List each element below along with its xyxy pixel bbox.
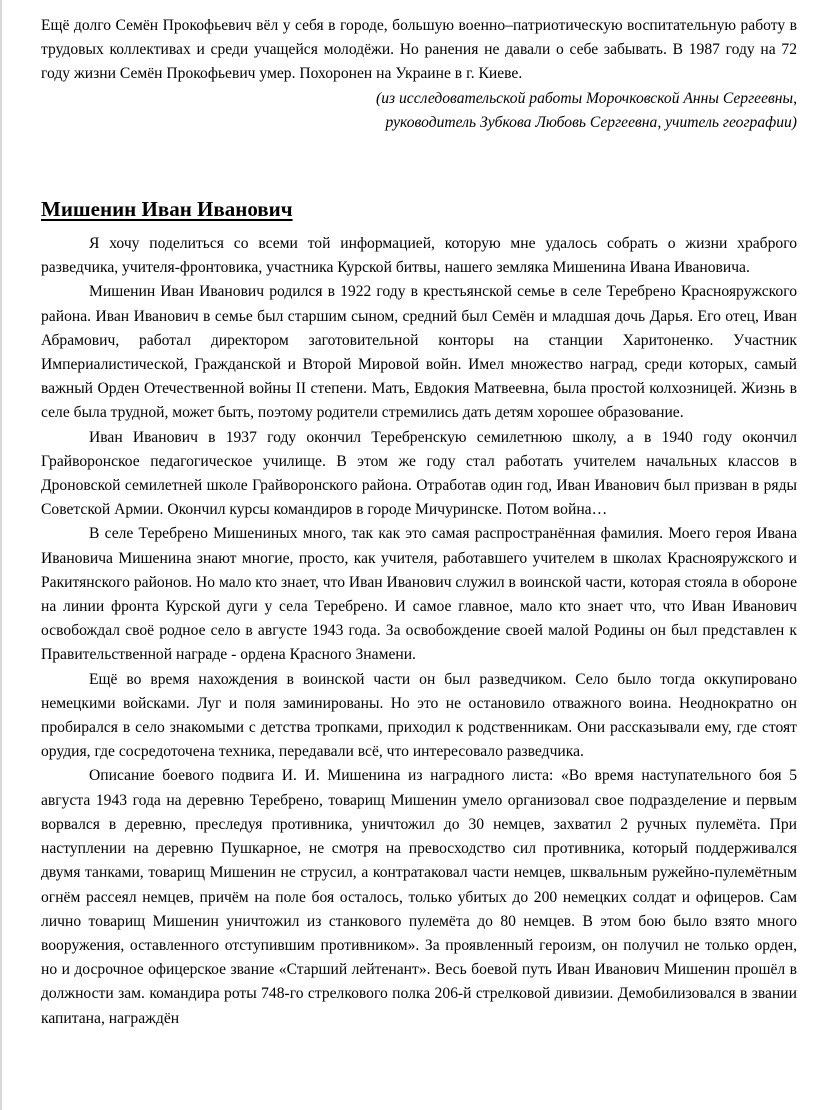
citation-line-1: (из исследовательской работы Морочковской Анны Сергеевны, [376,89,797,107]
body-paragraph: В селе Теребрено Мишениных много, так как это самая распространённая фамилия. Моего героя Ивана Ивановича Мишенина знают многие, просто, как учителя, работавшего учителем в школах Краснояружского и Ракитянского районов. Но мало кто знает, что Иван Иванович служил в воинской части, которая стояла в обороне на линии фронта Курской дуги у села Теребрено. И самое главное, мало кто знает что, что Иван Иванович освобождал своё родное село в августе 1943 года. За освобождение своей малой Родины он был представлен к Правительственной награде - ордена Красного Знамени. [41,525,797,664]
body-paragraph: Я хочу поделиться со всеми той информацией, которую мне удалось собрать о жизни храброго разведчика, учителя-фронтовика, участника Курской битвы, нашего земляка Мишенина Ивана Ивановича. [41,235,797,277]
section-title: Мишенин Иван Иванович [41,197,293,222]
body-paragraph: Мишенин Иван Иванович родился в 1922 году в крестьянской семье в селе Теребрено Краснояружского района. Иван Иванович в семье был старшим сыном, средний был Семён и младшая дочь Дарья. Его отец, Иван Абрамович, работал директором заготовительной конторы на станции Харитоненко. Участник Империалистической, Гражданской и Второй Мировой войн. Имел множество наград, среди которых, самый важный Орден Отечественной войны II степени. Мать, Евдокия Матвеевна, была простой колхозницей. Жизнь в селе была трудной, может быть, поэтому родители стремились дать детям хорошее образование. [41,283,797,422]
body-paragraph: Ещё во время нахождения в воинской части он был разведчиком. Село было тогда оккупировано немецкими войсками. Луг и поля заминированы. Но это не остановило отважного воина. Неоднократно он пробирался в село знакомыми с детства тропками, приходил к родственникам. Они рассказывали ему, где стоят орудия, где сосредоточена техника, передавали всё, что интересовало разведчика. [41,670,797,761]
page-edge [0,0,2,1110]
citation-line-2: руководитель Зубкова Любовь Сергеевна, учитель географии) [385,113,797,131]
body-paragraph: Иван Иванович в 1937 году окончил Теребренскую семилетнюю школу, а в 1940 году окончил Грайворонское педагогическое училище. В этом же году стал работать учителем начальных классов в Дроновской семилетней школе Грайворонского района. Отработав один год, Иван Иванович был призван в ряды Советской Армии. Окончил курсы командиров в городе Мичуринске. Потом война… [41,428,797,519]
document-page [41,14,797,1031]
section-gap [41,135,797,195]
body-paragraph: Описание боевого подвига И. И. Мишенина из наградного листа: «Во время наступательного боя 5 августа 1943 года на деревню Теребрено, товарищ Мишенин умело организовал свое подразделение и первым ворвался в деревню, преследуя противника, уничтожил до 30 немцев, захватил 2 ручных пулемёта. При наступлении на деревню Пушкарное, не смотря на превосходство сил противника, который поддерживался двумя танками, товарищ Мишенин не струсил, а контратаковал части немцев, шквальным ружейно-пулемётным огнём рассеял немцев, причём на поле боя осталось, только убитых до 200 немецких солдат и офицеров. Сам лично товарищ Мишенин уничтожил из станкового пулемёта до 80 немцев. В этом бою было взято много вооружения, оставленного отступившим противником». За проявленный героизм, он получил не только орден, но и досрочное офицерское звание «Старший лейтенант». Весь боевой путь Иван Иванович Мишенин прошёл в должности зам. командира роты 748-го стрелкового полка 206-й стрелковой дивизии. Демобилизовался в звании капитана, награждён [41,767,797,1027]
title-gap [41,223,797,232]
intro-paragraph: Ещё долго Семён Прокофьевич вёл у себя в городе, большую военно–патриотическую воспитательную работу в трудовых коллективах и среди учащейся молодёжи. Но ранения не давали о себе забывать. В 1987 году на 72 году жизни Семён Прокофьевич умер. Похоронен на Украине в г. Киеве. [41,17,797,83]
